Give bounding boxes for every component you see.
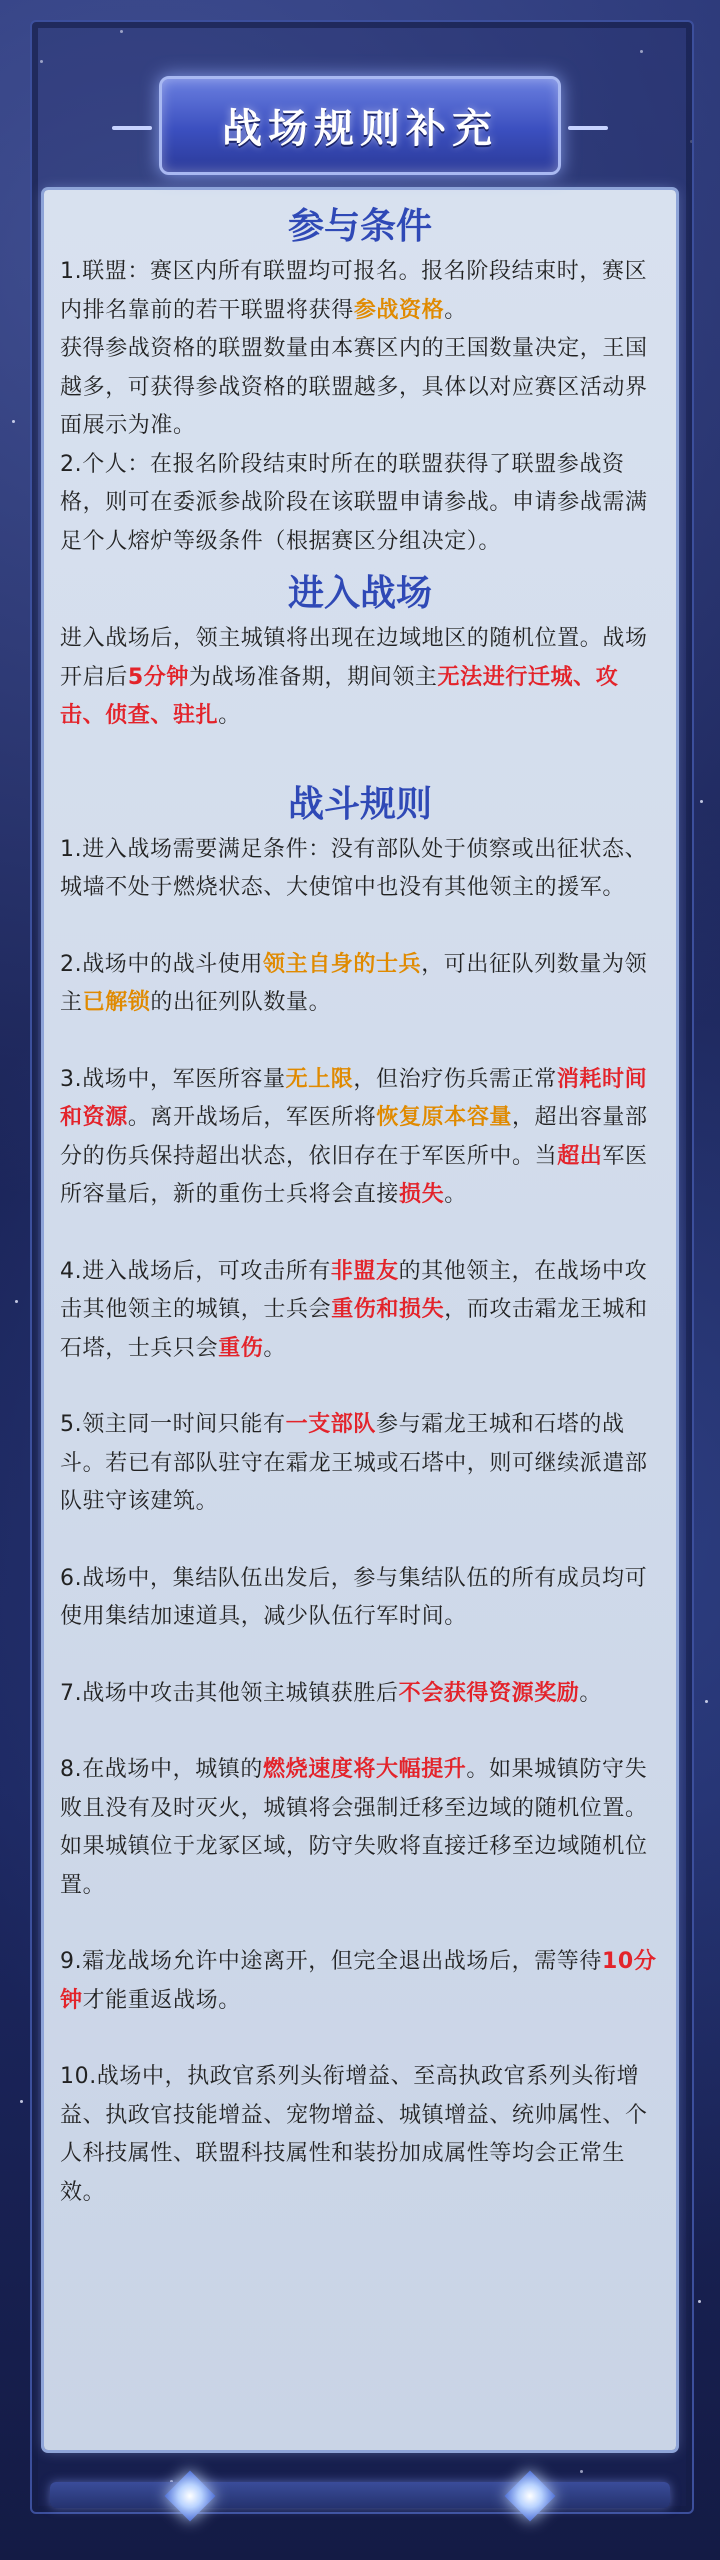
text: 。 [579, 1680, 603, 1706]
rule-1: 1.进入战场需要满足条件：没有部队处于侦察或出征状态、城墙不处于燃烧状态、大使馆中也没有其他领主的援军。 [60, 836, 648, 900]
text: 的其他领主，在战场中攻击其他领主的城镇，士兵会 [60, 1258, 648, 1322]
paragraph-enter [60, 620, 660, 736]
text: ，超出容量部分的伤兵保持超出状态，依旧存在于军医所中。当 [60, 1105, 648, 1169]
highlight-text: 无上限 [285, 1066, 354, 1092]
text: ，而攻击霜龙王城和石塔，士兵只会 [60, 1297, 648, 1361]
text: 。 [444, 1182, 467, 1207]
highlight-text: 10分钟 [60, 1949, 657, 2013]
highlight-text: 超出 [557, 1143, 603, 1169]
text: 8.在战场中，城镇的 [60, 1757, 263, 1782]
text: 3.战场中，军医所容量 [60, 1066, 286, 1092]
highlight-text: 领主自身的士兵 [263, 951, 422, 977]
rule-6: 6.战场中，集结队伍出发后，参与集结队伍的所有成员均可使用集结加速道具，减少队伍行军时间。 [60, 1565, 648, 1629]
text: ，但治疗伤兵需正常 [353, 1066, 557, 1092]
bottom-decoration [0, 2460, 720, 2540]
text: 为战场准备期，期间领主 [188, 664, 438, 690]
rule-10: 10.战场中，执政官系列头衔增益、至高执政官系列头衔增益、执政官技能增益、宠物增益、城镇增益、统帅属性、个人科技属性、联盟科技属性和装扮加成属性等均会正常生效。 [60, 2064, 648, 2205]
highlight-text: 已解锁 [82, 990, 151, 1015]
highlight-text: 损失 [399, 1182, 445, 1207]
text: 7.战场中攻击其他领主城镇获胜后 [60, 1680, 399, 1706]
text: 。离开战场后，军医所将 [127, 1105, 377, 1130]
rule-5 [60, 1406, 660, 1522]
text: 。 [263, 1335, 287, 1361]
rule-3 [60, 1061, 660, 1215]
text: 1.联盟：赛区内所有联盟均可报名。报名阶段结束时，赛区内排名靠前的若干联盟将获得 [60, 259, 648, 323]
text: 5.领主同一时间只能有 [60, 1412, 286, 1437]
right-ornament-icon [568, 126, 608, 130]
paragraph-personal: 2.个人：在报名阶段结束时所在的联盟获得了联盟参战资格，则可在委派参战阶段在该联盟申请参战。申请参战需满足个人熔炉等级条件（根据赛区分组决定）。 [60, 451, 648, 554]
text: 。 [444, 297, 467, 323]
highlight-text: 5分钟 [127, 664, 189, 690]
text: 才能重返战场。 [82, 1987, 241, 2013]
title-area [0, 76, 720, 175]
rule-7 [60, 1675, 660, 1714]
highlight-text: 一支部队 [285, 1412, 376, 1437]
highlight-text: 燃烧速度将大幅提升 [263, 1757, 467, 1782]
highlight-text: 重伤和损失 [331, 1297, 445, 1322]
left-ornament-icon [112, 126, 152, 130]
text: 的出征列队数量。 [150, 990, 332, 1015]
section-title-conditions: 参与条件 [287, 206, 432, 247]
rules-content [60, 196, 660, 2212]
rule-4 [60, 1253, 660, 1369]
text: 军医所容量后，新的重伤士兵将会直接 [60, 1143, 648, 1207]
paragraph-qualification: 获得参战资格的联盟数量由本赛区内的王国数量决定，王国越多，可获得参战资格的联盟越多，具体以对应赛区活动界面展示为准。 [60, 336, 648, 438]
text: 9.霜龙战场允许中途离开，但完全退出战场后，需等待 [60, 1949, 602, 1974]
page-title: 战场规则补充 [222, 106, 498, 152]
bottom-strip [50, 2482, 670, 2508]
text: ，可出征队列数量为领主 [60, 951, 648, 1015]
text: 。如果城镇防守失败且没有及时灭火，城镇将会强制迁移至边域的随机位置。如果城镇位于龙冢区域，防守失败将直接迁移至边域随机位置。 [60, 1757, 648, 1898]
highlight-text: 消耗时间和资源 [60, 1066, 648, 1130]
text: 4.进入战场后，可攻击所有 [60, 1258, 331, 1284]
highlight-text: 无法进行迁城、攻击、侦查、驻扎 [60, 664, 619, 728]
text: 进入战场后，领主城镇将出现在边域地区的随机位置。战场开启后 [60, 626, 648, 690]
title-banner [159, 76, 561, 175]
rule-9 [60, 1943, 660, 2020]
highlight-text: 恢复原本容量 [376, 1105, 513, 1130]
rule-2 [60, 946, 660, 1023]
text: 2.战场中的战斗使用 [60, 951, 263, 977]
highlight-text: 不会获得资源奖励 [398, 1680, 580, 1706]
section-title-enter: 进入战场 [287, 573, 432, 614]
star-ornament-icon [505, 2471, 556, 2522]
highlight-text: 参战资格 [353, 297, 445, 323]
text: 参与霜龙王城和石塔的战斗。若已有部队驻守在霜龙王城或石塔中，则可继续派遣部队驻守该建筑。 [60, 1412, 648, 1514]
highlight-text: 重伤 [218, 1335, 264, 1361]
text: 。 [218, 703, 241, 728]
paragraph-alliance [60, 253, 660, 330]
section-title-combat: 战斗规则 [287, 783, 432, 825]
star-ornament-icon [165, 2471, 216, 2522]
rule-8 [60, 1751, 660, 1905]
highlight-text: 非盟友 [330, 1258, 399, 1284]
